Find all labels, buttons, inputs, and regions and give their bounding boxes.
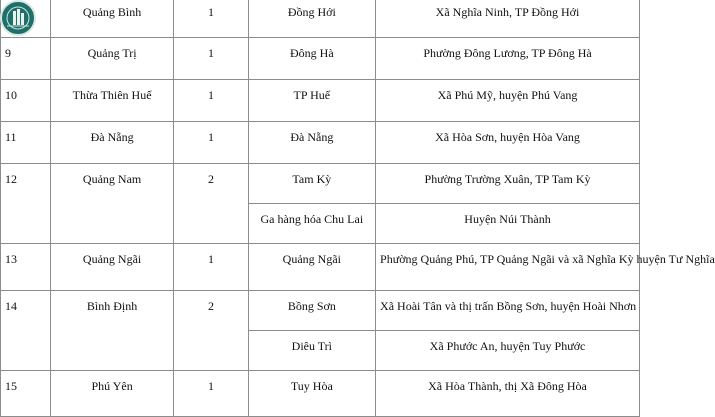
location-cell: Xã Hoài Tân và thị trấn Bồng Sơn, huyện Hoài Nhơn xyxy=(376,291,640,331)
port-cell: Tam Kỳ xyxy=(248,164,375,204)
location-cell: Xã Phước An, huyện Tuy Phước xyxy=(376,331,640,371)
quantity-cell: 1 xyxy=(174,244,248,291)
port-cell: Ga hàng hóa Chu Lai xyxy=(248,204,375,244)
stt-cell: 12 xyxy=(1,164,51,244)
province-cell: Bình Định xyxy=(50,291,173,371)
location-cell: Huyện Núi Thành xyxy=(376,204,640,244)
stt-cell: 13 xyxy=(1,244,51,291)
quantity-cell: 1 xyxy=(174,0,248,38)
province-cell: Quảng Bình xyxy=(50,0,173,38)
location-cell: Phường Đông Lương, TP Đông Hà xyxy=(376,38,640,80)
location-cell: Xã Phú Mỹ, huyện Phú Vang xyxy=(376,80,640,122)
port-cell: Tuy Hòa xyxy=(248,371,375,417)
stt-cell: 15 xyxy=(1,371,51,417)
province-cell: Quảng Ngãi xyxy=(50,244,173,291)
port-cell: TP Huế xyxy=(248,80,375,122)
quantity-cell: 2 xyxy=(174,164,248,244)
port-cell: Quảng Ngãi xyxy=(248,244,375,291)
port-cell: Đà Nẵng xyxy=(248,122,375,164)
stt-cell: 11 xyxy=(1,122,51,164)
province-cell: Phú Yên xyxy=(50,371,173,417)
quantity-cell: 2 xyxy=(174,291,248,371)
location-cell: Phường Trường Xuân, TP Tam Kỳ xyxy=(376,164,640,204)
port-cell: Đồng Hới xyxy=(248,0,375,38)
quantity-cell: 1 xyxy=(174,371,248,417)
table-row xyxy=(1,291,640,331)
location-cell: Xã Hòa Sơn, huyện Hòa Vang xyxy=(376,122,640,164)
stt-cell: 9 xyxy=(1,38,51,80)
quantity-cell: 1 xyxy=(174,80,248,122)
quantity-cell: 1 xyxy=(174,122,248,164)
table-row xyxy=(1,371,640,417)
table-row xyxy=(1,80,640,122)
province-cell: Đà Nẵng xyxy=(50,122,173,164)
table-row xyxy=(1,244,640,291)
table-row xyxy=(1,122,640,164)
province-cell: Quảng Trị xyxy=(50,38,173,80)
organization-seal-icon xyxy=(0,0,36,36)
province-cell: Quảng Nam xyxy=(50,164,173,244)
table-row xyxy=(1,0,640,38)
table-row xyxy=(1,38,640,80)
table-row xyxy=(1,164,640,204)
port-cell: Diêu Trì xyxy=(248,331,375,371)
port-cell: Đông Hà xyxy=(248,38,375,80)
port-cell: Bồng Sơn xyxy=(248,291,375,331)
quantity-cell: 1 xyxy=(174,38,248,80)
province-cell: Thừa Thiên Huế xyxy=(50,80,173,122)
location-cell: Xã Nghĩa Ninh, TP Đồng Hới xyxy=(376,0,640,38)
stt-cell: 14 xyxy=(1,291,51,371)
stt-cell: 10 xyxy=(1,80,51,122)
location-cell: Xã Hòa Thành, thị Xã Đông Hòa xyxy=(376,371,640,417)
location-cell: Phường Quảng Phú, TP Quảng Ngãi và xã Nghĩa Kỳ huyện Tư Nghĩa xyxy=(376,244,640,291)
